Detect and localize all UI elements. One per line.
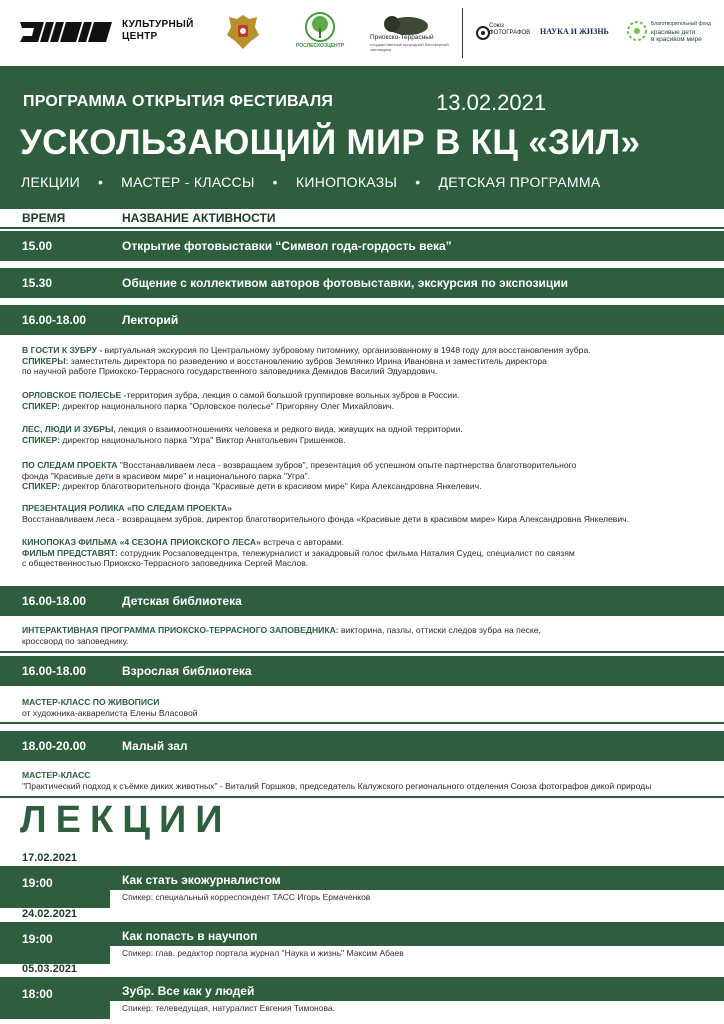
lecture-row <box>0 924 724 964</box>
lecture-time: 19:00 <box>0 868 110 908</box>
row-activity: Открытие фотовыставки “Символ года-гордость века” <box>122 239 452 253</box>
schedule-row <box>0 731 724 761</box>
zil-caption: КУЛЬТУРНЫЙ ЦЕНТР <box>122 19 194 42</box>
festival-date: 13.02.2021 <box>436 90 547 115</box>
festival-title: УСКОЛЬЗАЮЩИЙ МИР В КЦ «ЗИЛ» <box>20 123 641 162</box>
tag-separator: • <box>272 174 278 190</box>
row-time: 16.00-18.00 <box>22 594 87 608</box>
rlc-caption: РОСЛЕСХОЗЦЕНТР <box>295 43 345 49</box>
lectorium-item: ОРЛОВСКОЕ ПОЛЕСЬЕ -территория зубра, лекция о самой большой группировке вольных зубров в России. СПИКЕР: директор национального парка "Орловское полесье" Пригоряну Олег Михайлович. <box>22 390 460 411</box>
schedule-row <box>0 268 724 298</box>
sf-caption: Союз ФОТОГРАФОВ <box>489 23 531 36</box>
kids-library-details: ИНТЕРАКТИВНАЯ ПРОГРАММА ПРИОКСКО-ТЕРРАСНОГО ЗАПОВЕДНИКА: викторина, пазлы, оттиски следов зубра на песке, кроссворд по заповеднику. <box>22 625 541 646</box>
schedule-row <box>0 305 724 335</box>
divider <box>0 796 724 798</box>
tag-screenings: КИНОПОКАЗЫ <box>295 174 398 190</box>
lecture-speaker: Спикер: глав. редактор портала журнал "Наука и жизнь" Максим Абаев <box>122 948 404 958</box>
lecture-row <box>0 979 724 1019</box>
tag-masterclasses: МАСТЕР - КЛАССЫ <box>121 174 255 190</box>
row-time: 16.00-18.00 <box>22 664 87 678</box>
row-time: 15.30 <box>22 276 53 290</box>
divider <box>0 722 724 724</box>
schedule-row <box>0 586 724 616</box>
column-header-time: ВРЕМЯ <box>22 211 66 225</box>
festival-tags <box>21 174 600 190</box>
lecture-speaker: Спикер: телеведущая, натуралист Евгения Тимонова. <box>122 1003 335 1013</box>
tag-lectures: ЛЕКЦИИ <box>21 174 80 190</box>
divider <box>0 227 724 229</box>
prioksk-name: Приокско-Террасный <box>370 34 434 41</box>
logos-divider <box>462 8 463 58</box>
program-label: ПРОГРАММА ОТКРЫТИЯ ФЕСТИВАЛЯ <box>23 93 334 110</box>
nauka-logo: НАУКА И ЖИЗНЬ <box>540 27 609 36</box>
zil-logo-icon <box>20 22 112 42</box>
row-activity: Общение с коллективом авторов фотовыставки, экскурсия по экспозиции <box>122 276 569 290</box>
row-time: 15.00 <box>22 239 53 253</box>
lecture-topic: Зубр. Все как у людей <box>110 979 724 1001</box>
divider <box>0 651 724 653</box>
row-time: 16.00-18.00 <box>22 313 87 327</box>
lectorium-item: ЛЕС, ЛЮДИ И ЗУБРЫ, лекция о взаимоотношениях человека и редкого вида, живущих на одной территории. СПИКЕР: директор национального парка "Угра" Виктор Анатольевич Гришенков. <box>22 424 463 445</box>
tag-kids: ДЕТСКАЯ ПРОГРАММА <box>438 174 601 190</box>
lecture-topic: Как стать экожурналистом <box>110 868 724 890</box>
lecture-time: 18:00 <box>0 979 110 1019</box>
row-activity: Детская библиотека <box>122 594 242 608</box>
row-activity: Взрослая библиотека <box>122 664 252 678</box>
partner-logos-strip <box>0 0 724 66</box>
lectorium-item: ПО СЛЕДАМ ПРОЕКТА "Восстанавливаем леса - возвращаем зубров", презентация об успешном опыте партнерства благотворительного фонда "Красивые дети в красивом мире" и национального парка "Угра". СПИКЕР: директор благотворительного фонда "Красивые дети в красивом мире" Кира Александровна Янкелевич. <box>22 460 577 492</box>
schedule-row <box>0 231 724 261</box>
lecture-date: 24.02.2021 <box>22 908 78 920</box>
column-header-activity: НАЗВАНИЕ АКТИВНОСТИ <box>122 211 276 225</box>
row-activity: Малый зал <box>122 739 188 753</box>
adult-library-details: МАСТЕР-КЛАСС ПО ЖИВОПИСИ от художника-акварелиста Елены Власовой <box>22 697 198 718</box>
festival-header <box>0 66 724 209</box>
lecture-date: 05.03.2021 <box>22 963 78 975</box>
lectorium-item: КИНОПОКАЗ ФИЛЬМА «4 СЕЗОНА ПРИОКСКОГО ЛЕСА» встреча с авторами. ФИЛЬМ ПРЕДСТАВЯТ: сотрудник Росзаповедцентра, тележурналист и закадровый голос фильма Наталия Судец, специалист по связям с общественностью Приокско-Террасного заповедника Сергей Маслов. <box>22 537 575 569</box>
lecture-topic: Как попасть в научпоп <box>110 924 724 946</box>
lectorium-item: ПРЕЗЕНТАЦИЯ РОЛИКА «ПО СЛЕДАМ ПРОЕКТА» Восстанавливаем леса - возвращаем зубров, директор благотворительного фонда «Красивые дети в красивом мире» Кира Александровна Янкелевич. <box>22 503 630 524</box>
lecture-date: 17.02.2021 <box>22 852 78 864</box>
lecture-row <box>0 868 724 908</box>
small-hall-details: МАСТЕР-КЛАСС "Практический подход к съёмке диких животных" - Виталий Горшков, председатель Калужского регионального отделения Союза фотографов дикой природы <box>22 770 652 791</box>
kids-fund-logo-icon <box>626 20 648 42</box>
prioksk-subtitle: государственный природный биосферный заповедник <box>370 42 449 52</box>
schedule-row <box>0 656 724 686</box>
row-activity: Лекторий <box>122 313 179 327</box>
lectures-title: ЛЕКЦИИ <box>20 799 232 841</box>
kids-fund-caption: Благотворительный фонд красивые дети в красивом мире <box>651 21 712 43</box>
lecture-time: 19:00 <box>0 924 110 964</box>
lectorium-item: В ГОСТИ К ЗУБРУ - виртуальная экскурсия по Центральному зубровому питомнику, организованному в 1948 году для восстановления зубра. СПИКЕРЫ: заместитель директора по разведению и восстановлению зубров Землянко Ирина Ивановна и заместитель директора по научной работе Приокско-Террасного государственного заповедника Демидов Василий Эдуардович. <box>22 345 591 377</box>
lecture-speaker: Спикер: специальный корреспондент ТАСС Игорь Ермаченков <box>122 892 371 902</box>
russia-emblem-icon <box>225 11 261 51</box>
tag-separator: • <box>415 174 421 190</box>
tag-separator: • <box>97 174 104 190</box>
row-time: 18.00-20.00 <box>22 739 87 753</box>
tree-logo-icon <box>297 10 343 56</box>
